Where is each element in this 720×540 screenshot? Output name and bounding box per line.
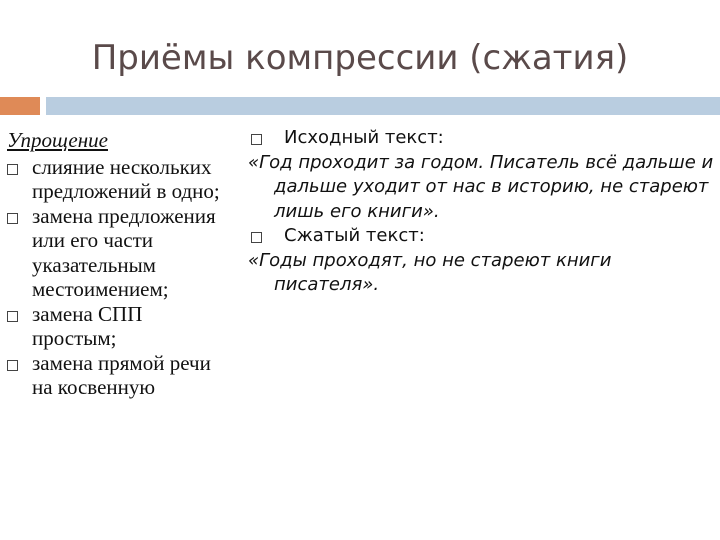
list-item-text: слияние нескольких предложений в одно; bbox=[32, 154, 220, 203]
slide-title: Приёмы компрессии (сжатия) bbox=[91, 38, 629, 78]
source-label-item bbox=[248, 126, 718, 151]
compressed-label-item bbox=[248, 224, 718, 249]
square-bullet-icon bbox=[7, 311, 18, 322]
square-bullet-icon bbox=[7, 164, 18, 175]
list-item bbox=[7, 204, 232, 302]
list-item-text: замена предложения или его части указательным местоимением; bbox=[32, 203, 216, 301]
left-heading: Упрощение bbox=[7, 128, 108, 152]
source-text: «Год проходит за годом. Писатель всё дальше и дальше уходит от нас в историю, не стареют лишь его книги». bbox=[248, 151, 714, 222]
left-column bbox=[7, 128, 232, 400]
accent-bar-orange bbox=[0, 97, 40, 115]
right-column bbox=[248, 126, 718, 298]
list-item bbox=[7, 302, 232, 351]
list-item bbox=[7, 155, 232, 204]
compressed-text: «Годы проходят, но не стареют книги писателя». bbox=[248, 249, 612, 295]
square-bullet-icon bbox=[7, 360, 18, 371]
square-bullet-icon bbox=[251, 232, 262, 243]
square-bullet-icon bbox=[251, 134, 262, 145]
compressed-label: Сжатый текст: bbox=[284, 225, 425, 246]
accent-bar-blue bbox=[46, 97, 720, 115]
source-label: Исходный текст: bbox=[284, 127, 444, 148]
list-item-text: замена прямой речи на косвенную bbox=[32, 350, 211, 399]
list-item-text: замена СПП простым; bbox=[32, 301, 143, 350]
list-item bbox=[7, 351, 232, 400]
square-bullet-icon bbox=[7, 213, 18, 224]
